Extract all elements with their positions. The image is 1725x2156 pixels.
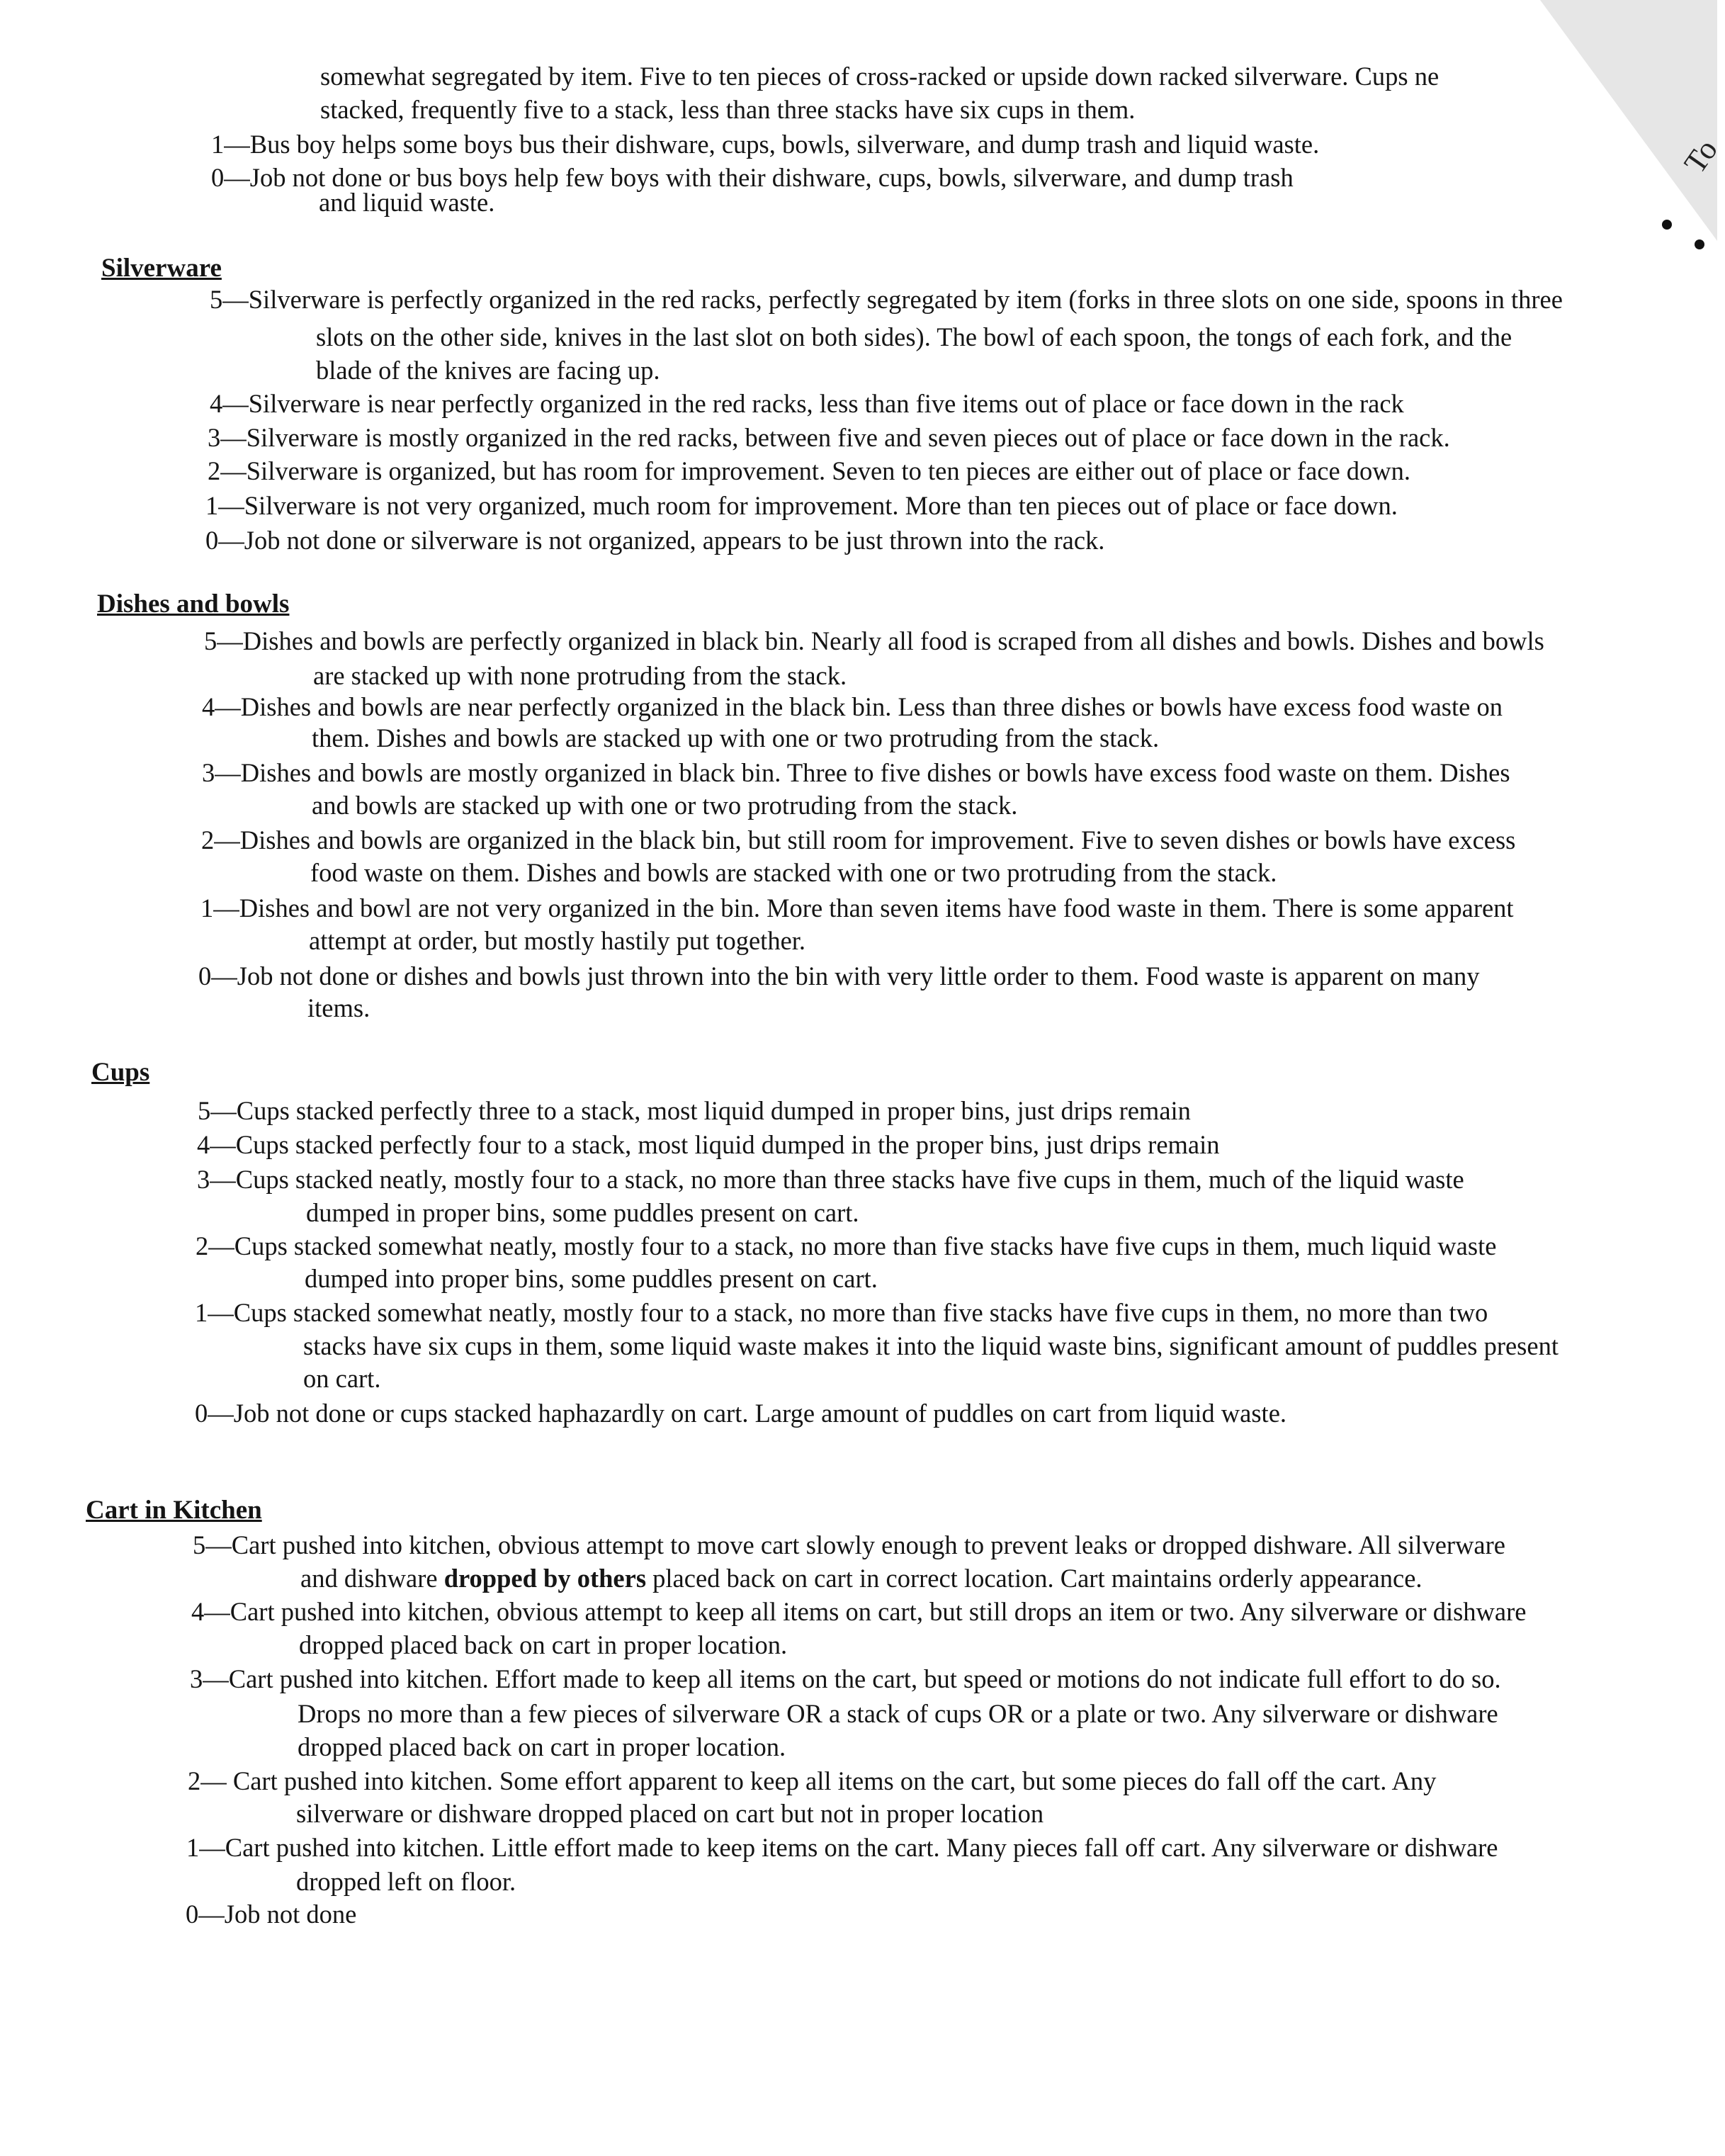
rubric-line: dropped left on floor. (296, 1867, 516, 1896)
rubric-line: 5—Dishes and bowls are perfectly organized in black bin. Nearly all food is scraped from all dishes and bowls. Dishes and bowls (204, 626, 1544, 655)
rubric-line: 2—Dishes and bowls are organized in the black bin, but still room for improvement. Five to seven dishes or bowls have excess (201, 825, 1516, 854)
rubric-line: 4—Cups stacked perfectly four to a stack, most liquid dumped in the proper bins, just drips remain (197, 1130, 1220, 1159)
folded-corner (1540, 0, 1717, 241)
intro-line: somewhat segregated by item. Five to ten pieces of cross-racked or upside down racked silverware. Cups ne (320, 62, 1440, 91)
cart-line-text: placed back on cart in correct location. Cart maintains orderly appearance. (646, 1564, 1423, 1593)
rubric-line: and bowls are stacked up with one or two protruding from the stack. (312, 791, 1018, 820)
rubric-line: stacks have six cups in them, some liquid waste makes it into the liquid waste bins, significant amount of puddles present (303, 1331, 1559, 1360)
rubric-line: blade of the knives are facing up. (316, 356, 660, 385)
folded-corner-text: To (1677, 132, 1725, 180)
rubric-line: 4—Silverware is near perfectly organized in the red racks, less than five items out of place or face down in the rack (210, 389, 1404, 418)
intro-line: 0—Job not done or bus boys help few boys with their dishware, cups, bowls, silverware, and dump trash (211, 163, 1294, 192)
rubric-line: 3—Cups stacked neatly, mostly four to a stack, no more than three stacks have five cups in them, much of the liquid waste (197, 1165, 1464, 1194)
rubric-line: dropped placed back on cart in proper location. (299, 1630, 788, 1659)
rubric-line: 2— Cart pushed into kitchen. Some effort apparent to keep all items on the cart, but some pieces do fall off the cart. Any (188, 1766, 1437, 1795)
section-heading-cart: Cart in Kitchen (86, 1496, 262, 1525)
rubric-line: 5—Cart pushed into kitchen, obvious attempt to move cart slowly enough to prevent leaks or dropped dishware. All silverware (193, 1530, 1505, 1559)
section-heading-cups: Cups (91, 1058, 150, 1087)
cart-line-text: and dishware (300, 1564, 444, 1593)
cart-line-bold-text: dropped by others (443, 1564, 647, 1593)
intro-line: and liquid waste. (319, 188, 495, 217)
rubric-line: 0—Job not done or silverware is not organized, appears to be just thrown into the rack. (205, 526, 1105, 555)
intro-line: 1—Bus boy helps some boys bus their dishware, cups, bowls, silverware, and dump trash and liquid waste. (211, 130, 1320, 159)
section-heading-dishes: Dishes and bowls (97, 589, 290, 619)
rubric-line: 0—Job not done or cups stacked haphazardly on cart. Large amount of puddles on cart from liquid waste. (195, 1399, 1287, 1428)
rubric-line: 3—Dishes and bowls are mostly organized in black bin. Three to five dishes or bowls have excess food waste on them. Dishes (202, 758, 1510, 787)
rubric-line: dumped into proper bins, some puddles present on cart. (305, 1264, 878, 1293)
rubric-line: 4—Dishes and bowls are near perfectly organized in the black bin. Less than three dishes or bowls have excess food waste on (202, 692, 1503, 721)
rubric-line: 5—Silverware is perfectly organized in the red racks, perfectly segregated by item (forks in three slots on one side, spoons in three (210, 285, 1563, 314)
rubric-line: 1—Silverware is not very organized, much room for improvement. More than ten pieces out of place or face down. (205, 491, 1398, 520)
rubric-line: dumped in proper bins, some puddles present on cart. (306, 1198, 859, 1227)
rubric-line: are stacked up with none protruding from the stack. (313, 661, 847, 690)
rubric-line: 1—Cups stacked somewhat neatly, mostly four to a stack, no more than five stacks have five cups in them, no more than two (195, 1298, 1488, 1327)
rubric-line: silverware or dishware dropped placed on cart but not in proper location (296, 1799, 1044, 1828)
bullet-dot (1695, 239, 1704, 249)
rubric-line: items. (307, 993, 371, 1022)
rubric-line: 1—Dishes and bowl are not very organized in the bin. More than seven items have food waste in them. There is some apparent (200, 893, 1514, 922)
rubric-line: Drops no more than a few pieces of silverware OR a stack of cups OR or a plate or two. Any silverware or dishware (298, 1699, 1498, 1728)
rubric-line: 5—Cups stacked perfectly three to a stack, most liquid dumped in proper bins, just drips remain (198, 1096, 1191, 1125)
rubric-line: dropped placed back on cart in proper location. (298, 1732, 786, 1761)
rubric-line: 4—Cart pushed into kitchen, obvious attempt to keep all items on cart, but still drops an item or two. Any silverware or dishware (191, 1597, 1527, 1626)
rubric-line: 2—Silverware is organized, but has room for improvement. Seven to ten pieces are either out of place or face down. (208, 456, 1411, 485)
rubric-line: them. Dishes and bowls are stacked up with one or two protruding from the stack. (312, 723, 1160, 752)
rubric-line: 0—Job not done (186, 1900, 357, 1929)
rubric-line: 0—Job not done or dishes and bowls just thrown into the bin with very little order to them. Food waste is apparent on many (198, 961, 1480, 990)
rubric-line: attempt at order, but mostly hastily put together. (309, 926, 806, 955)
rubric-line: slots on the other side, knives in the last slot on both sides). The bowl of each spoon, the tongs of each fork, and the (316, 322, 1512, 351)
bullet-dot (1662, 220, 1672, 230)
rubric-line: 3—Cart pushed into kitchen. Effort made to keep all items on the cart, but speed or motions do not indicate full effort to do so. (190, 1664, 1501, 1693)
rubric-line: 2—Cups stacked somewhat neatly, mostly four to a stack, no more than five stacks have five cups in them, much liquid waste (196, 1231, 1497, 1260)
rubric-line: 1—Cart pushed into kitchen. Little effort made to keep items on the cart. Many pieces fall off cart. Any silverware or dishware (186, 1833, 1498, 1862)
rubric-line: food waste on them. Dishes and bowls are stacked with one or two protruding from the stack. (310, 858, 1277, 887)
rubric-line: 3—Silverware is mostly organized in the red racks, between five and seven pieces out of place or face down in the rack. (208, 423, 1450, 452)
rubric-line: on cart. (303, 1364, 381, 1393)
intro-line: stacked, frequently five to a stack, less than three stacks have six cups in them. (320, 95, 1136, 124)
section-heading-silverware: Silverware (101, 254, 222, 283)
rubric-line (300, 1566, 1423, 1592)
